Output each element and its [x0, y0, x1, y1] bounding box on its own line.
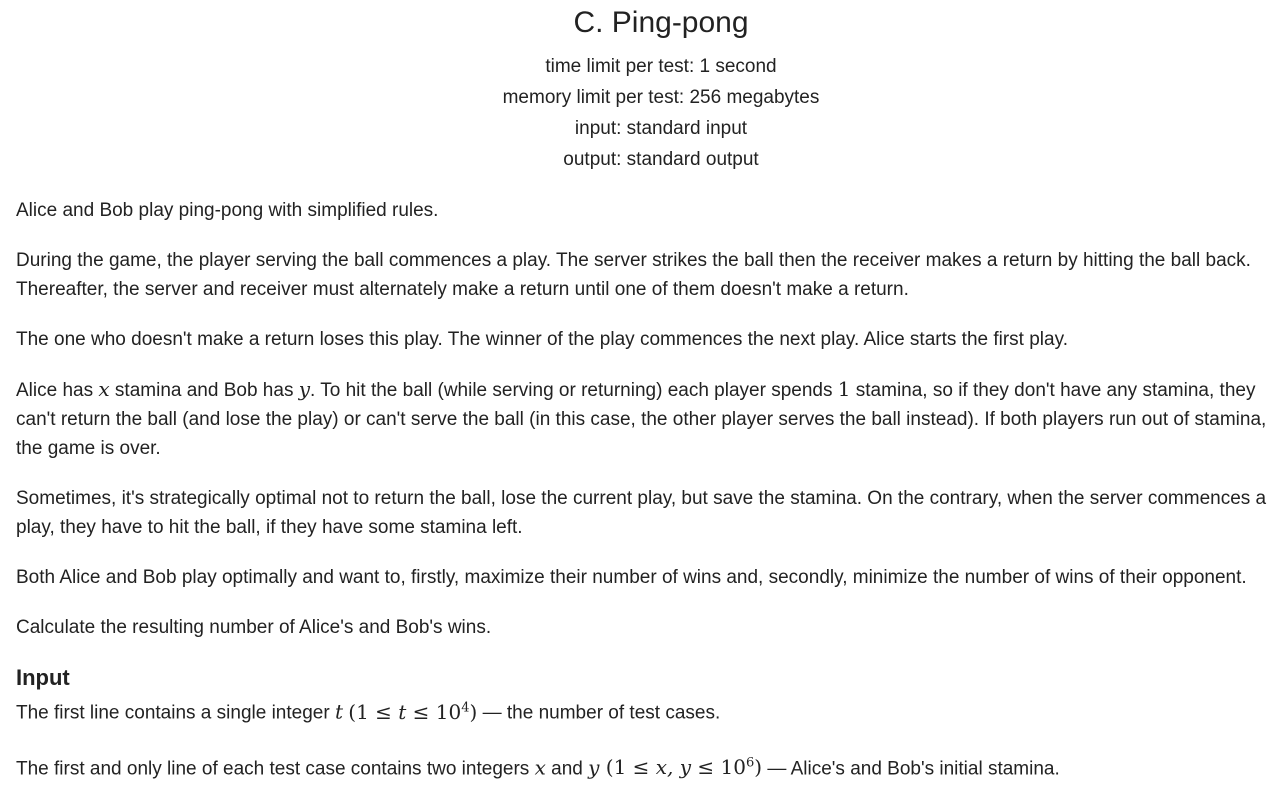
math-text: ) [754, 755, 763, 780]
math-xy: x, y [655, 755, 692, 780]
text: and [545, 758, 589, 780]
math-y: y [298, 377, 311, 401]
paragraph: The one who doesn't make a return loses this play. The winner of the play commences the next play. Alice starts the first play. [16, 329, 1068, 350]
math-text: (1 ≤ [599, 755, 656, 780]
text: The first line contains a single integer [16, 702, 335, 724]
paragraph: Sometimes, it's strategically optimal not to return the ball, lose the current play, but save the stamina. On the contrary, when the server commences a play, they have to hit the ball, if they have some stamina left. [16, 488, 1267, 538]
math-exponent: 6 [746, 755, 755, 771]
paragraph [16, 375, 1288, 463]
text: — Alice's and Bob's initial stamina. [762, 758, 1060, 780]
input-type: input: standard input [574, 118, 748, 139]
legend [16, 196, 1288, 642]
math-text: ≤ 10 [691, 755, 746, 780]
paragraph: Alice and Bob play ping-pong with simplified rules. [16, 200, 439, 221]
math-text: ≤ 10 [406, 699, 462, 724]
math-constraint [348, 700, 477, 724]
memory-limit: memory limit per test: 256 megabytes [502, 87, 820, 108]
text: stamina, so if they don't have any stamina, they can't return the ball (and lose the play) or can't serve the ball (in this case, the other player serves the ball instead). If both players run out of stamina, the game is over. [16, 380, 1267, 459]
paragraph: Calculate the resulting number of Alice's and Bob's wins. [16, 617, 492, 638]
text: . To hit the ball (while serving or returning) each player spends [310, 380, 838, 401]
text: The first and only line of each test case contains two integers [16, 758, 535, 780]
paragraph [16, 693, 1288, 728]
math-text: (1 ≤ [348, 699, 399, 724]
input-heading: Input [16, 665, 70, 690]
paragraph: Both Alice and Bob play optimally and want to, firstly, maximize their number of wins and, secondly, minimize the number of wins of their opponent. [16, 567, 1247, 588]
time-limit: time limit per test: 1 second [545, 56, 777, 77]
math-t: t [398, 699, 407, 724]
math-text: ) [469, 699, 478, 724]
text: stamina and Bob has [109, 380, 299, 401]
paragraph: During the game, the player serving the ball commences a play. The server strikes the ball then the receiver makes a return by hitting the ball back. Thereafter, the server and receiver must alternately make a return until one of them doesn't make a return. [16, 250, 1251, 300]
problem-statement [0, 3, 1288, 783]
math-x: x [534, 755, 546, 780]
math-exponent: 4 [461, 700, 470, 715]
math-one: 1 [837, 377, 851, 401]
math-t: t [334, 699, 343, 724]
math-x: x [98, 377, 110, 401]
input-specification [16, 663, 1288, 783]
problem-header [16, 51, 1288, 175]
problem-title: C. Ping-pong [573, 6, 749, 39]
math-constraint [599, 755, 762, 779]
math-y: y [588, 755, 600, 780]
paragraph [16, 749, 1288, 784]
text: Alice has [16, 380, 99, 401]
text: — the number of test cases. [477, 702, 721, 724]
output-type: output: standard output [563, 149, 759, 170]
